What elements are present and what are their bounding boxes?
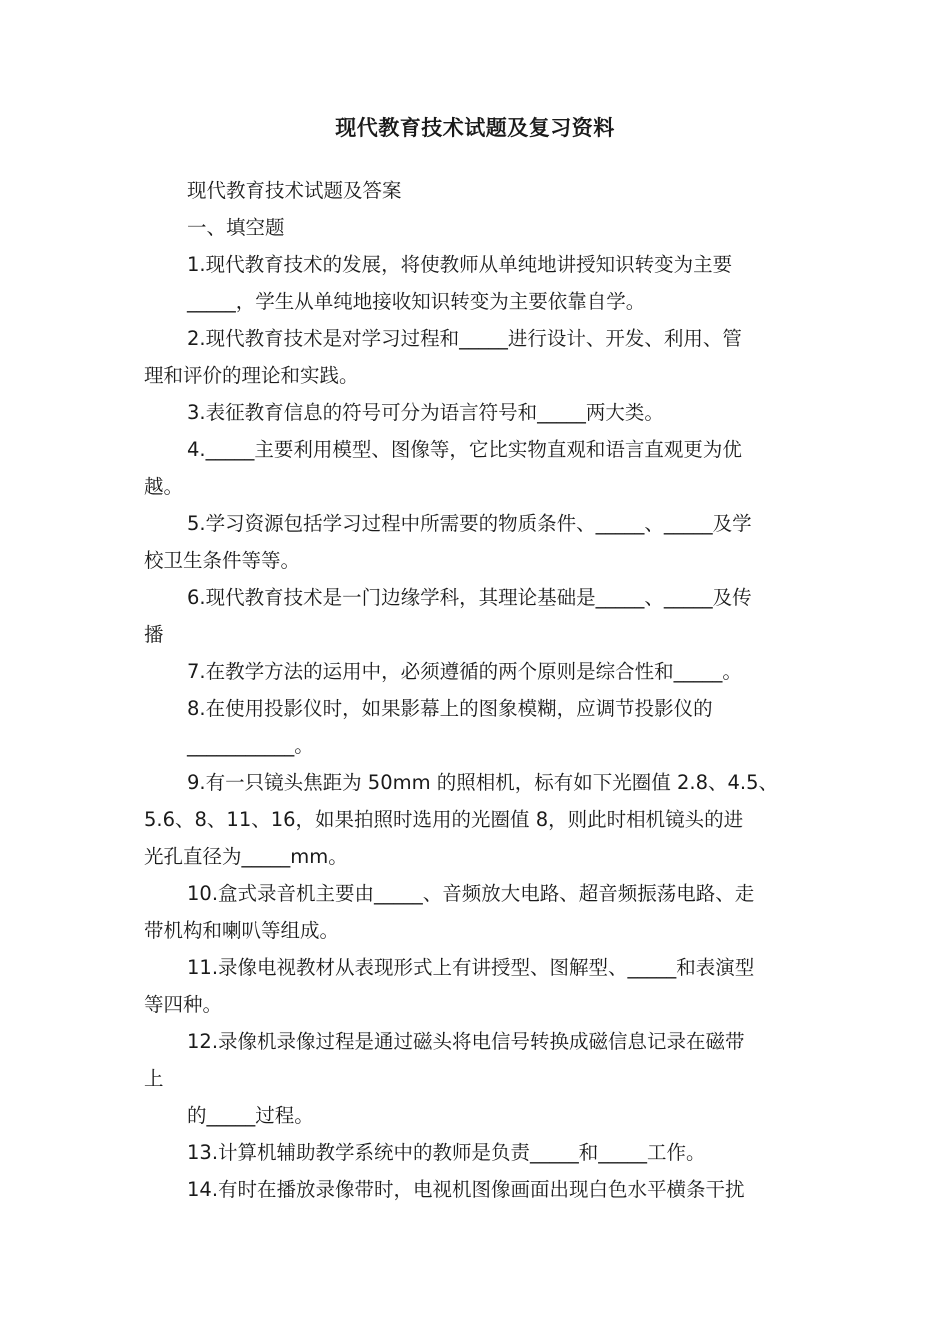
text-line: 6.现代教育技术是一门边缘学科，其理论基础是_____、_____及传 (187, 586, 752, 609)
text-line: 上 (144, 1067, 164, 1090)
text-line: 现代教育技术试题及答案 (187, 179, 402, 202)
text-line: 13.计算机辅助教学系统中的教师是负责_____和_____工作。 (187, 1141, 706, 1164)
document-title: 现代教育技术试题及复习资料 (335, 116, 615, 140)
text-line: 1.现代教育技术的发展，将使教师从单纯地讲授知识转变为主要 (187, 253, 733, 276)
text-line: ___________。 (187, 734, 314, 757)
text-line: 10.盒式录音机主要由_____、音频放大电路、超音频振荡电路、走 (187, 882, 755, 905)
text-line: 光孔直径为_____mm。 (144, 845, 348, 868)
text-line: 越。 (144, 475, 184, 498)
text-line: 9.有一只镜头焦距为 50mm 的照相机，标有如下光圈值 2.8、4.5、 (187, 771, 779, 794)
text-line: 8.在使用投影仪时，如果影幕上的图象模糊，应调节投影仪的 (187, 697, 713, 720)
text-line: 等四种。 (144, 993, 223, 1016)
text-line: 校卫生条件等等。 (144, 549, 301, 572)
text-line: 理和评价的理论和实践。 (144, 364, 359, 387)
text-line: 2.现代教育技术是对学习过程和_____进行设计、开发、利用、管 (187, 327, 742, 350)
text-line: 的_____过程。 (187, 1104, 314, 1127)
document-body (144, 172, 808, 1208)
text-line: 14.有时在播放录像带时，电视机图像画面出现白色水平横条干扰 (187, 1178, 745, 1201)
text-line: _____，学生从单纯地接收知识转变为主要依靠自学。 (187, 290, 646, 313)
text-line: 4._____主要利用模型、图像等，它比实物直观和语言直观更为优 (187, 438, 742, 461)
text-line: 5.学习资源包括学习过程中所需要的物质条件、_____、_____及学 (187, 512, 752, 535)
text-line: 11.录像电视教材从表现形式上有讲授型、图解型、_____和表演型 (187, 956, 755, 979)
text-line: 带机构和喇叭等组成。 (144, 919, 340, 942)
text-line: 3.表征教育信息的符号可分为语言符号和_____两大类。 (187, 401, 664, 424)
text-line: 5.6、8、11、16，如果拍照时选用的光圈值 8，则此时相机镜头的进 (144, 808, 744, 831)
text-line: 12.录像机录像过程是通过磁头将电信号转换成磁信息记录在磁带 (187, 1030, 745, 1053)
text-line: 播 (144, 623, 164, 646)
text-line: 一、填空题 (187, 216, 285, 239)
text-line: 7.在教学方法的运用中，必须遵循的两个原则是综合性和_____。 (187, 660, 742, 683)
